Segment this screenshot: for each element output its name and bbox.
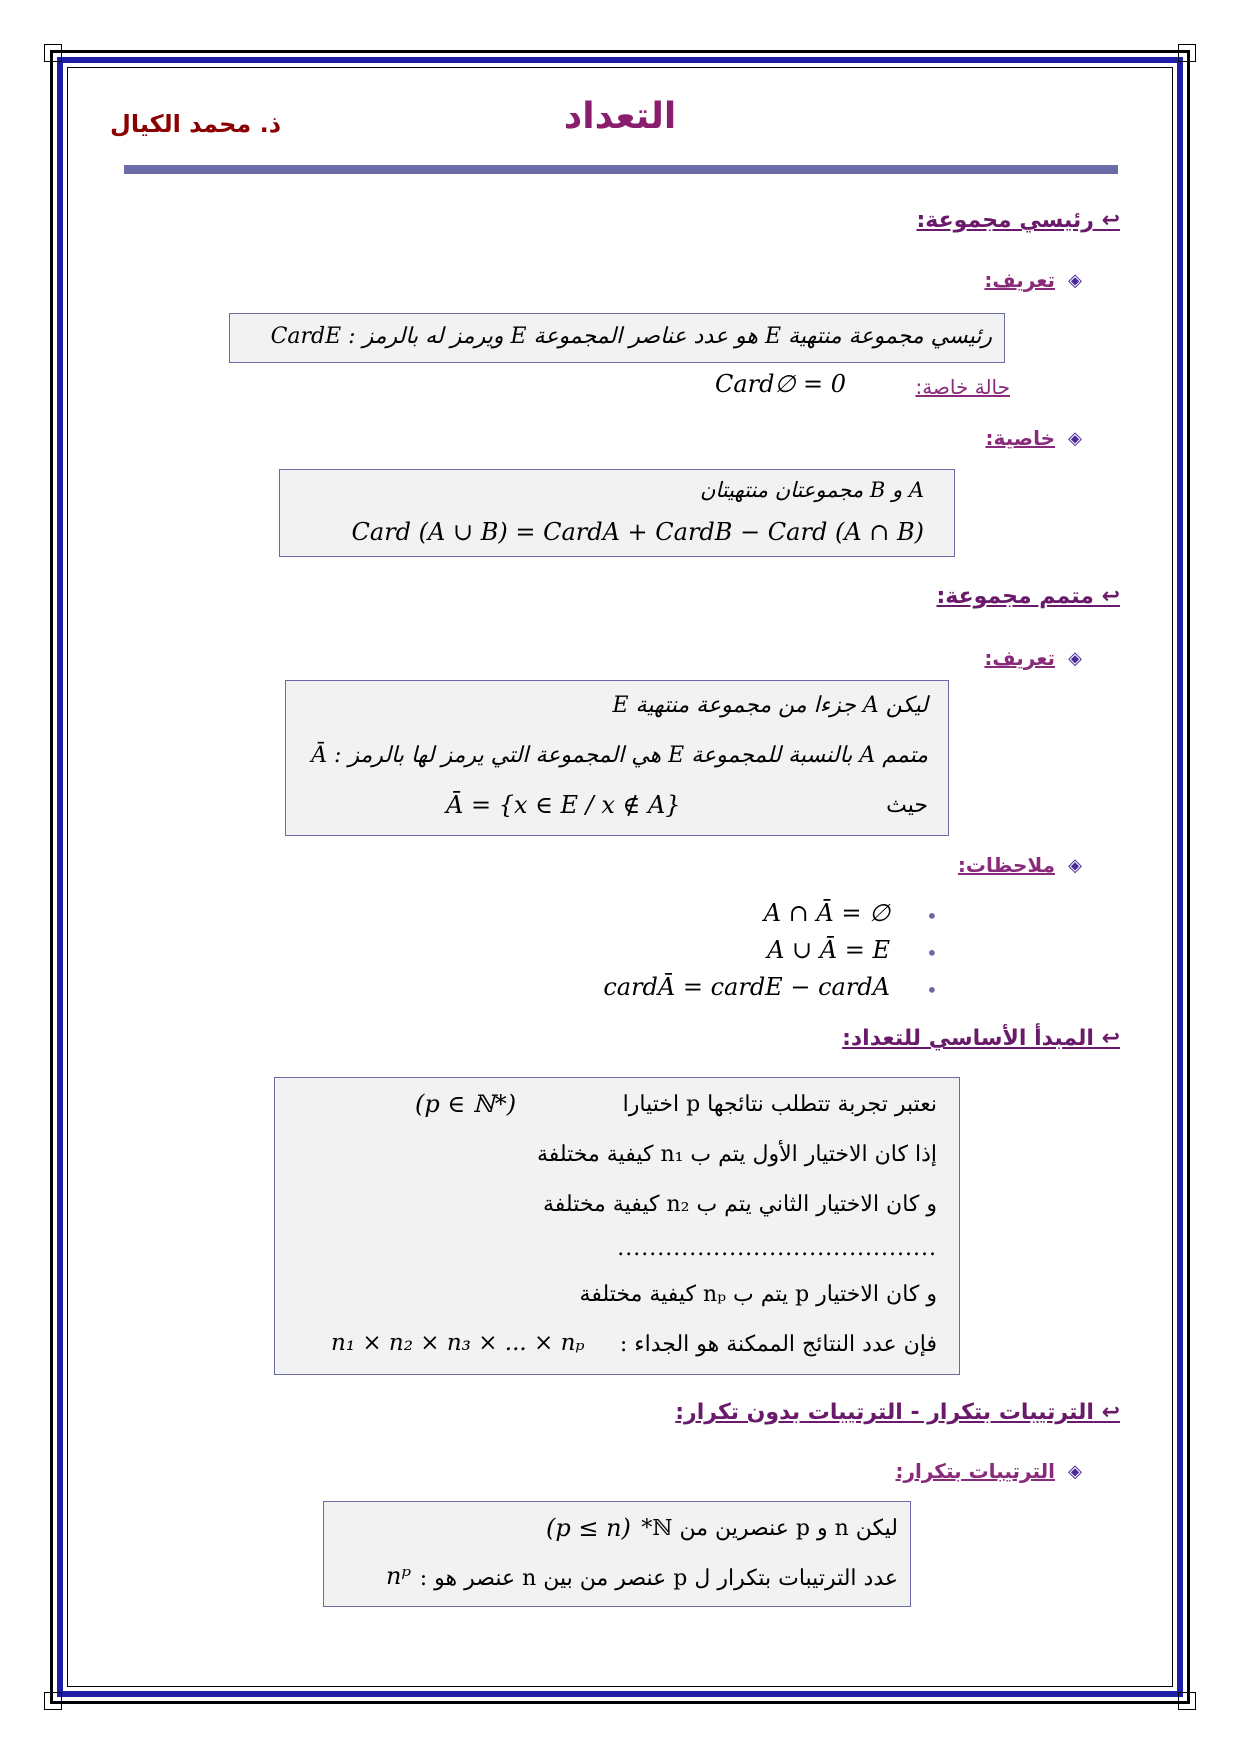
principle-line-6: فإن عدد النتائج الممكنة هو الجداء : [619, 1332, 937, 1357]
page-title: التعداد [563, 96, 677, 137]
definition-box-cardinal [229, 313, 1005, 363]
note-bullet-icon: • [926, 978, 938, 1002]
special-case-label: حالة خاصة: [915, 375, 1010, 399]
arrangements-sub-label: الترتيبات بتكرار: [895, 1459, 1055, 1483]
return-arrow-icon: ↩ [1101, 584, 1120, 609]
notes-label: ملاحظات: [957, 853, 1055, 877]
definition-box-complement [285, 680, 949, 836]
corner-ornament-tr [1178, 44, 1196, 62]
complement-formula: Ā = {x ∈ E / x ∉ A} [446, 791, 681, 819]
return-arrow-icon: ↩ [1101, 1026, 1120, 1051]
return-arrow-icon: ↩ [1101, 208, 1120, 233]
arrangements-box [323, 1501, 911, 1607]
corner-ornament-bl [44, 1692, 62, 1710]
diamond-bullet-icon: ◈ [1068, 1461, 1082, 1482]
property-formula: Card (A ∪ B) = CardA + CardB − Card (A ∩ B) [351, 518, 924, 546]
arrangements-line-1: ليكن n و p عنصرين من ℕ* [641, 1516, 898, 1541]
corner-ornament-tl [44, 44, 62, 62]
author-name: ذ. محمد الكيال [110, 110, 282, 138]
principle-line-5: و كان الاختيار p يتم ب nₚ كيفية مختلفة [579, 1282, 937, 1307]
note-item: A ∪ Ā = E [767, 936, 890, 964]
corner-ornament-br [1178, 1692, 1196, 1710]
principle-line-3: و كان الاختيار الثاني يتم ب n₂ كيفية مختلفة [542, 1192, 937, 1217]
header-divider [124, 165, 1118, 174]
principle-box [274, 1077, 960, 1375]
definition-label: تعريف: [984, 646, 1055, 670]
page-border-inner [67, 67, 1173, 1687]
section-heading-principle: ↩ المبدأ الأساسي للتعداد: [842, 1026, 1120, 1051]
complement-line-3-word: حيث [886, 793, 928, 818]
note-item: A ∩ Ā = ∅ [763, 899, 890, 927]
diamond-bullet-icon: ◈ [1068, 855, 1082, 876]
diamond-bullet-icon: ◈ [1068, 270, 1082, 291]
arrangements-line-2-formula: nᵖ [386, 1562, 412, 1590]
principle-line-2: إذا كان الاختيار الأول يتم ب n₁ كيفية مختلفة [536, 1142, 937, 1167]
return-arrow-icon: ↩ [1101, 1400, 1120, 1425]
principle-line-1-formula: (p ∈ ℕ*) [415, 1090, 517, 1118]
section-heading-cardinal: ↩ رئيسي مجموعة: [916, 208, 1120, 233]
principle-dots: ........................................ [617, 1236, 937, 1261]
property-line: A و B مجموعتان منتهيتان [699, 478, 924, 502]
property-box [279, 469, 955, 557]
diamond-bullet-icon: ◈ [1068, 428, 1082, 449]
diamond-bullet-icon: ◈ [1068, 648, 1082, 669]
note-item: cardĀ = cardE − cardA [603, 973, 890, 1001]
property-label: خاصية: [985, 426, 1055, 450]
definition-text: رئيسي مجموعة منتهية E هو عدد عناصر المجموعة E ويرمز له بالرمز : CardE [270, 324, 992, 349]
arrangements-line-2: عدد الترتيبات بتكرار ل p عنصر من بين n عنصر هو : [419, 1566, 898, 1591]
complement-line-2: متمم A بالنسبة للمجموعة E هي المجموعة التي يرمز لها بالرمز : Ā [311, 743, 928, 768]
arrangements-line-1-formula: (p ≤ n) [546, 1514, 631, 1542]
definition-label: تعريف: [984, 268, 1055, 292]
note-bullet-icon: • [926, 941, 938, 965]
principle-line-1: نعتبر تجربة تتطلب نتائجها p اختيارا [622, 1092, 937, 1117]
complement-line-1: ليكن A جزءا من مجموعة منتهية E [612, 693, 928, 718]
note-bullet-icon: • [926, 904, 938, 928]
section-heading-arrangements: ↩ الترتيبات بتكرار - الترتيبات بدون تكرار: [675, 1400, 1120, 1425]
section-heading-complement: ↩ متمم مجموعة: [936, 584, 1120, 609]
principle-line-6-formula: n₁ × n₂ × n₃ × ... × nₚ [331, 1330, 585, 1356]
special-case-formula: Card∅ = 0 [715, 370, 847, 398]
